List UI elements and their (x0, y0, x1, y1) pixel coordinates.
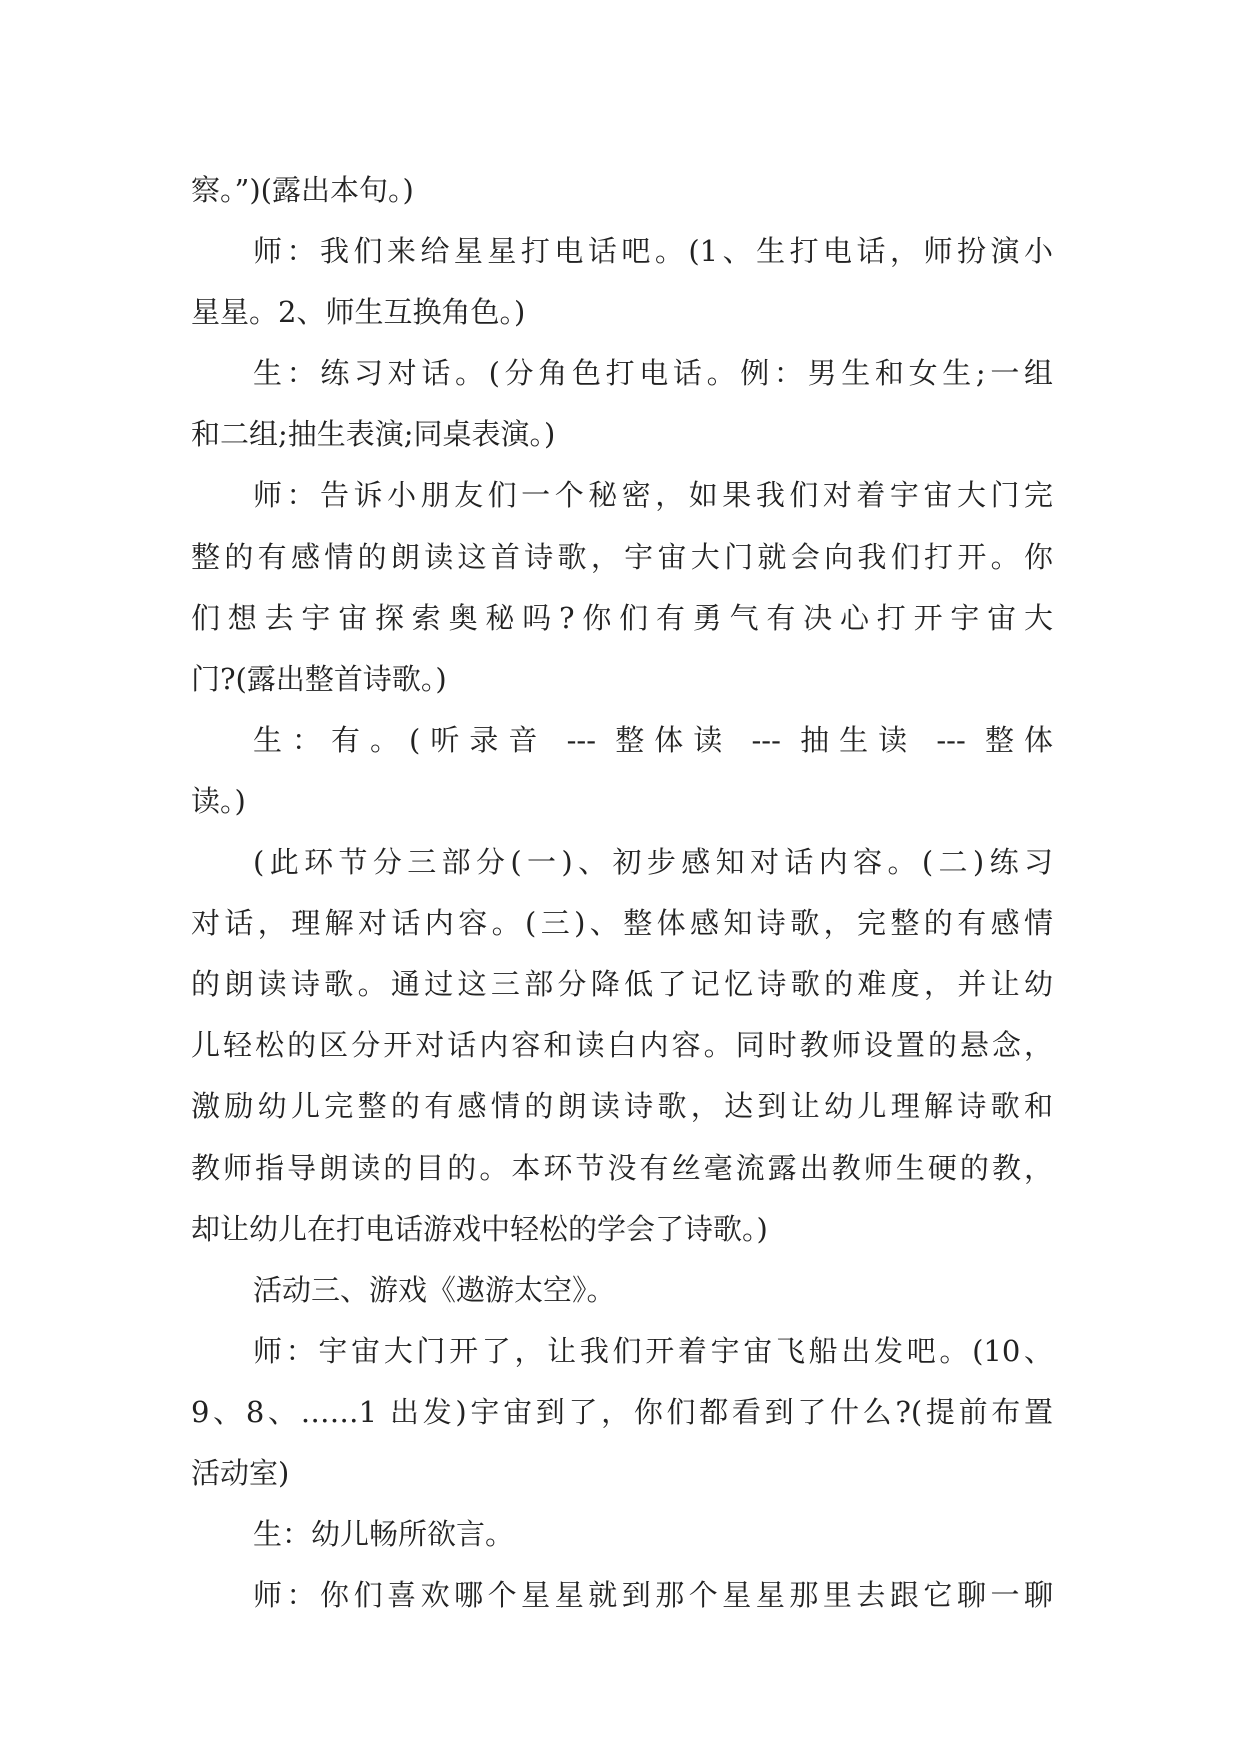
text-line: 整的有感情的朗读这首诗歌，宇宙大门就会向我们打开。你 (191, 539, 1053, 574)
text-line: 儿轻松的区分开对话内容和读白内容。同时教师设置的悬念， (191, 1028, 1053, 1063)
text-line: 生：有。(听录音 --- 整体读 --- 抽生读 --- 整体 (253, 722, 1053, 757)
body-text (191, 160, 1053, 1626)
text-line: 对话，理解对话内容。(三)、整体感知诗歌，完整的有感情 (191, 906, 1053, 941)
text-line: 生：练习对话。(分角色打电话。例：男生和女生;一组 (253, 356, 1053, 391)
text-line: 师：告诉小朋友们一个秘密，如果我们对着宇宙大门完 (253, 478, 1053, 513)
text-line: 师：宇宙大门开了，让我们开着宇宙飞船出发吧。(10、 (253, 1333, 1053, 1368)
text-line: 门?(露出整首诗歌。) (191, 661, 447, 696)
text-line: 教师指导朗读的目的。本环节没有丝毫流露出教师生硬的教， (191, 1150, 1053, 1185)
text-line: 师：我们来给星星打电话吧。(1、生打电话，师扮演小 (253, 234, 1053, 269)
text-line: 的朗读诗歌。通过这三部分降低了记忆诗歌的难度，并让幼 (191, 967, 1053, 1002)
text-line: 活动三、游戏《遨游太空》。 (253, 1272, 616, 1307)
text-line: 们想去宇宙探索奥秘吗?你们有勇气有决心打开宇宙大 (191, 600, 1053, 635)
text-line: 察。”)(露出本句。) (191, 173, 414, 207)
text-line: 读。) (191, 783, 246, 818)
text-line: 却让幼儿在打电话游戏中轻松的学会了诗歌。) (191, 1211, 768, 1246)
text-line: 活动室) (191, 1455, 290, 1490)
text-line: 和二组;抽生表演;同桌表演。) (191, 417, 556, 452)
text-line: 9、8、……1 出发)宇宙到了，你们都看到了什么?(提前布置 (191, 1394, 1053, 1429)
text-line: 激励幼儿完整的有感情的朗读诗歌，达到让幼儿理解诗歌和 (191, 1089, 1053, 1124)
text-line: 星星。2、师生互换角色。) (191, 295, 526, 330)
text-line: (此环节分三部分(一)、初步感知对话内容。(二)练习 (253, 845, 1053, 880)
text-line: 师：你们喜欢哪个星星就到那个星星那里去跟它聊一聊 (253, 1578, 1053, 1613)
text-line: 生：幼儿畅所欲言。 (253, 1517, 515, 1552)
